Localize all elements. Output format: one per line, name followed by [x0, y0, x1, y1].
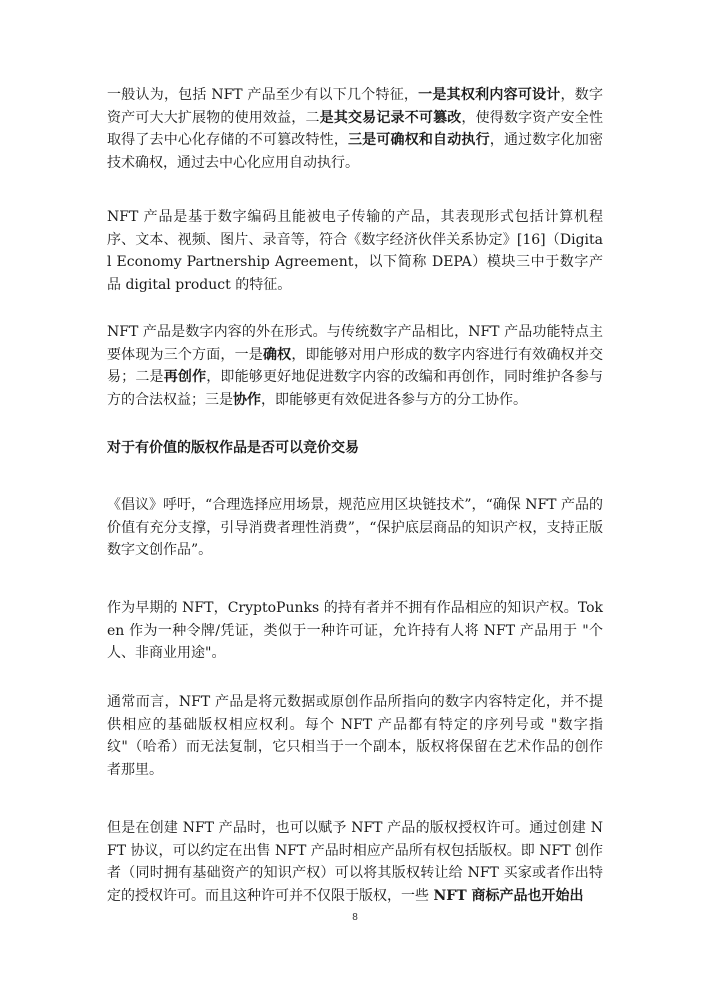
paragraph-initiative: 《倡议》呼吁，“合理选择应用场景，规范应用区块链技术”，“确保 NFT 产品的价值有充分支撑，引导消费者理性消费”，“保护底层商品的知识产权，支持正版数字文创作品”。	[107, 497, 603, 558]
paragraph-nft-functions: NFT 产品是数字内容的外在形式。与传统数字产品相比，NFT 产品功能特点主要体现为三个方面，一是确权，即能够对用户形成的数字内容进行有效确权并交易；二是再创作，即能够更好地促进数字内容的改编和再创作，同时维护各参与方的合法权益；三是协作，即能够更有效促进各参与方的分工协作。	[107, 324, 604, 408]
paragraph-digital-product: NFT 产品是基于数字编码且能被电子传输的产品，其表现形式包括计算机程序、文本、视频、图片、录音等，符合《数字经济伙伴关系协定》[16]（Digital Economy Partnership Agreement，以下简称 DEPA）模块三中于数字产品 digital product 的特征。	[107, 209, 603, 293]
section-heading: 对于有价值的版权作品是否可以竞价交易	[107, 440, 359, 456]
paragraph-nft-features: 一般认为，包括 NFT 产品至少有以下几个特征，一是其权利内容可设计，数字资产可大大扩展物的使用效益，二是其交易记录不可篡改，使得数字资产安全性取得了去中心化存储的不可篡改特性，三是可确权和自动执行，通过数字化加密技术确权，通过去中心化应用自动执行。	[107, 87, 604, 171]
paragraph-metadata: 通常而言，NFT 产品是将元数据或原创作品所指向的数字内容特定化，并不提供相应的基础版权相应权利。每个 NFT 产品都有特定的序列号或 "数字指纹"（哈希）而无法复制，它只相当于一个副本，版权将保留在艺术作品的创作者那里。	[107, 694, 603, 778]
paragraph-licensing: 但是在创建 NFT 产品时，也可以赋予 NFT 产品的版权授权许可。通过创建 NFT 协议，可以约定在出售 NFT 产品时相应产品所有权包括版权。即 NFT 创作者（同时拥有基础资产的知识产权）可以将其版权转让给 NFT 买家或者作出特定的授权许可。而且这种许可并不仅限于版权，一些 NFT 商标产品也开始出	[107, 820, 603, 904]
paragraph-cryptopunks: 作为早期的 NFT，CryptoPunks 的持有者并不拥有作品相应的知识产权。Token 作为一种令牌/凭证，类似于一种许可证，允许持有人将 NFT 产品用于 "个人、非商业用途"。	[107, 600, 603, 661]
page-number: 8	[352, 912, 358, 923]
